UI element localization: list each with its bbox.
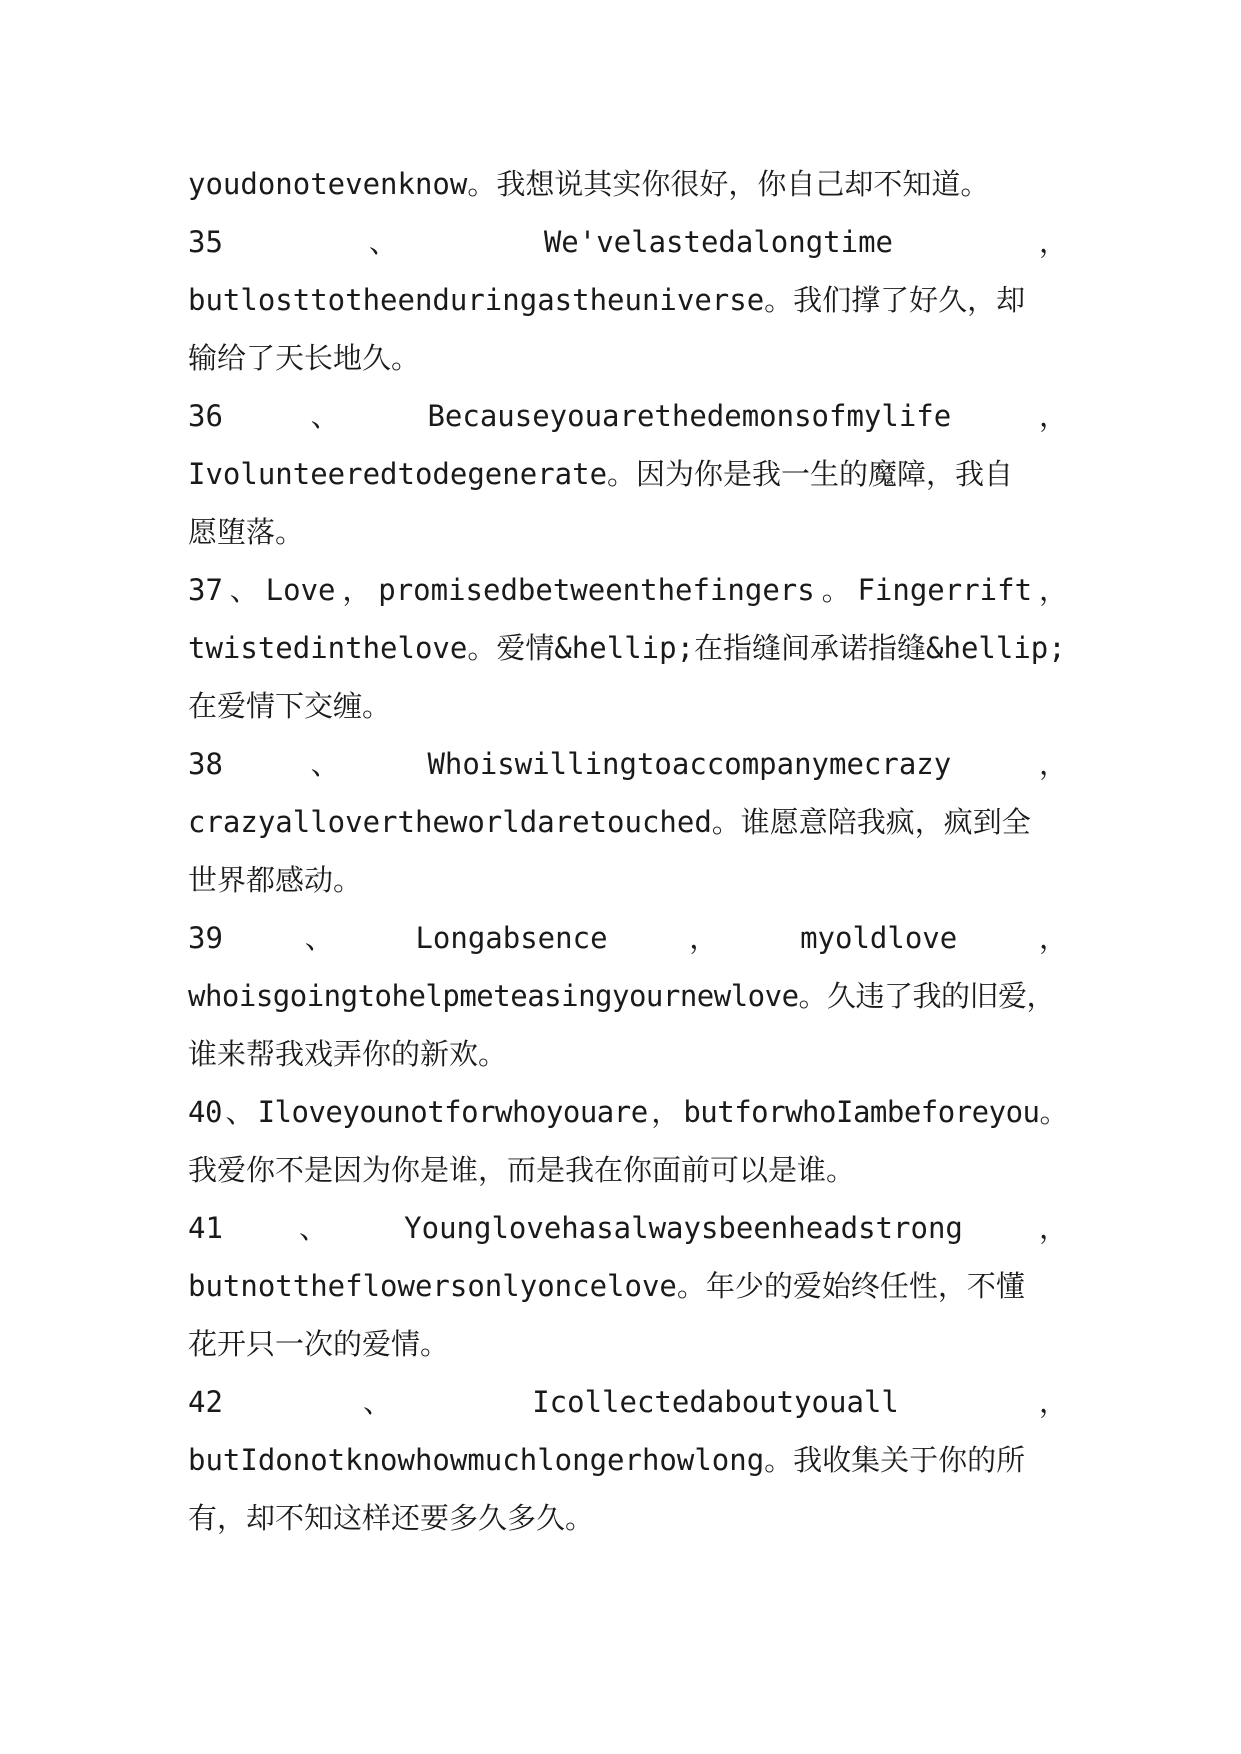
text-segment: butforwhoIambeforeyou。 — [683, 1095, 1068, 1129]
text-segment: ， — [651, 1095, 680, 1129]
text-line: whoisgoingtohelpmeteasingyournewlove。久违了我的旧爱， — [188, 979, 1056, 1013]
text-segment: 38 — [188, 747, 223, 781]
text-line: twistedinthelove。爱情&hellip;在指缝间承诺指缝&hellip; — [188, 631, 1066, 665]
text-line: Ivolunteeredtodegenerate。因为你是我一生的魔障，我自 — [188, 457, 1014, 491]
text-line — [188, 909, 1068, 967]
text-segment: 42 — [188, 1385, 223, 1419]
text-segment: Becauseyouarethedemonsofmylife — [427, 399, 952, 433]
text-segment: 、 — [299, 1211, 329, 1245]
text-segment: ， — [689, 921, 719, 955]
text-line — [188, 387, 1068, 445]
text-segment: 、 — [363, 1385, 393, 1419]
text-segment: ， — [1038, 573, 1068, 607]
text-line — [188, 1199, 1068, 1257]
text-segment: Icollectedaboutyouall — [532, 1385, 899, 1419]
text-segment: Younglovehasalwaysbeenheadstrong — [404, 1211, 963, 1245]
text-segment: ， — [1038, 921, 1068, 955]
text-line: 谁来帮我戏弄你的新欢。 — [188, 1037, 508, 1071]
text-segment: 、 — [229, 573, 259, 607]
text-segment: 36 — [188, 399, 223, 433]
text-segment: Whoiswillingtoaccompanymecrazy — [427, 747, 952, 781]
text-segment: promisedbetweenthefingers — [378, 573, 815, 607]
text-segment: ， — [342, 573, 372, 607]
text-line — [188, 213, 1068, 271]
text-line: 愿堕落。 — [188, 515, 305, 549]
text-line: butIdonotknowhowmuchlongerhowlong。我收集关于你的所 — [188, 1443, 1026, 1477]
text-segment: 40 — [188, 1095, 222, 1129]
text-line — [188, 1373, 1068, 1431]
text-segment: 。 — [821, 573, 851, 607]
document-body — [188, 155, 1068, 1547]
text-line — [188, 1083, 1068, 1141]
text-line — [188, 735, 1068, 793]
text-segment: Iloveyounotforwhoyouare — [257, 1095, 648, 1129]
text-segment: Fingerrift — [857, 573, 1033, 607]
text-line: 我爱你不是因为你是谁，而是我在你面前可以是谁。 — [188, 1153, 856, 1187]
text-segment: 、 — [368, 225, 398, 259]
text-segment: Longabsence — [415, 921, 608, 955]
text-segment: We'velastedalongtime — [543, 225, 894, 259]
text-segment: ， — [1038, 1211, 1068, 1245]
text-line: 输给了天长地久。 — [188, 341, 421, 375]
text-segment: 39 — [188, 921, 223, 955]
text-segment: ， — [1038, 399, 1068, 433]
text-line — [188, 561, 1068, 619]
text-segment: myoldlove — [800, 921, 958, 955]
text-line: 世界都感动。 — [188, 863, 363, 897]
text-segment: 、 — [310, 399, 340, 433]
text-segment: 、 — [225, 1095, 255, 1129]
text-segment: 37 — [188, 573, 223, 607]
text-segment: ， — [1038, 225, 1068, 259]
text-line: butlosttotheenduringastheuniverse。我们撑了好久，却 — [188, 283, 1026, 317]
text-segment: 35 — [188, 225, 223, 259]
text-segment: ， — [1038, 747, 1068, 781]
text-line: 有，却不知这样还要多久多久。 — [188, 1501, 595, 1535]
text-line: butnottheflowersonlyoncelove。年少的爱始终任性，不懂 — [188, 1269, 1025, 1303]
text-segment: 、 — [310, 747, 340, 781]
text-line: 花开只一次的爱情。 — [188, 1327, 450, 1361]
text-segment: 41 — [188, 1211, 223, 1245]
text-line: 在爱情下交缠。 — [188, 689, 392, 723]
text-line: youdonotevenknow。我想说其实你很好，你自己却不知道。 — [188, 167, 990, 201]
text-line: crazyallovertheworldaretouched。谁愿意陪我疯，疯到全 — [188, 805, 1031, 839]
text-segment: 、 — [304, 921, 334, 955]
text-segment: Love — [265, 573, 336, 607]
text-segment: ， — [1038, 1385, 1068, 1419]
